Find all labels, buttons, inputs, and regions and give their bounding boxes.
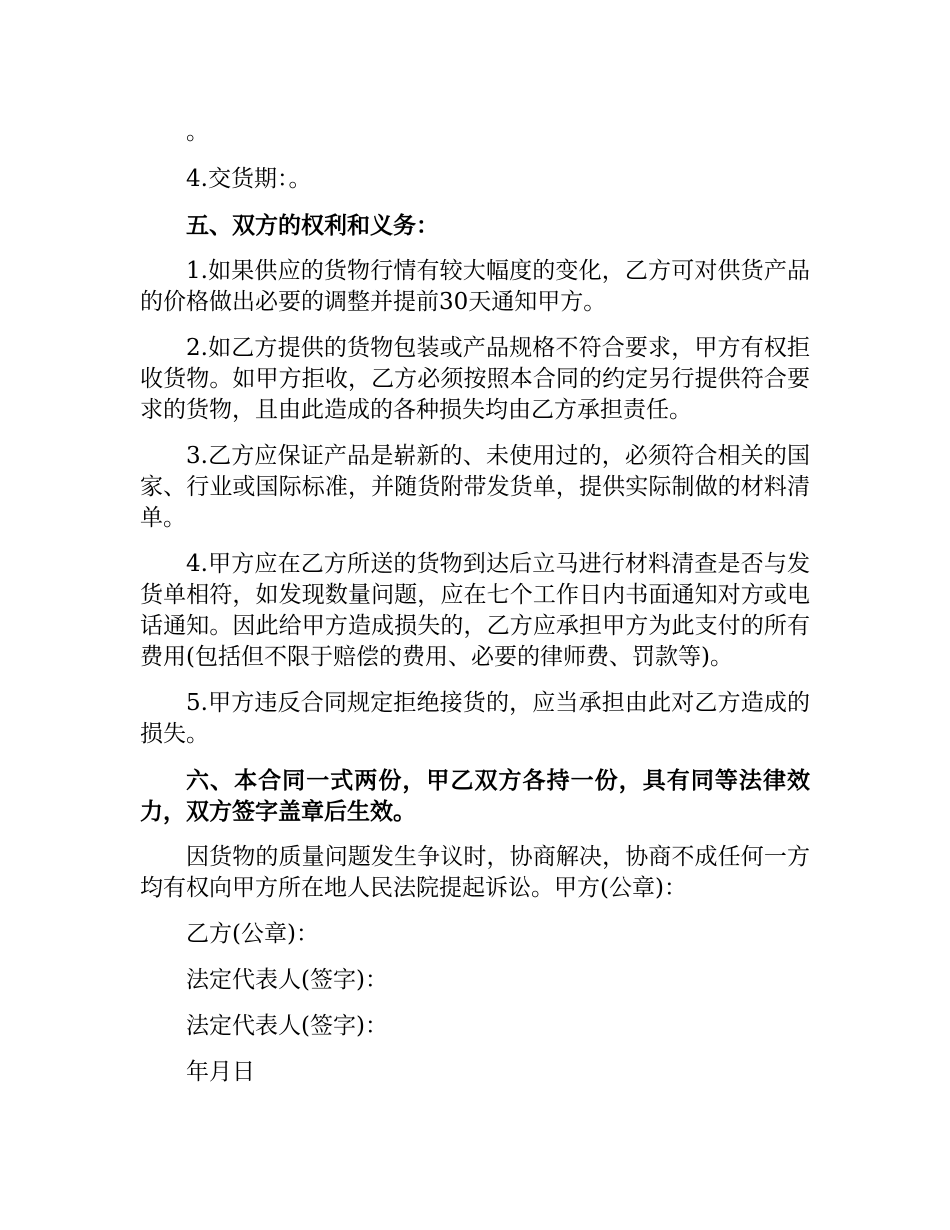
clause-price-adjustment: 1.如果供应的货物行情有较大幅度的变化，乙方可对供货产品的价格做出必要的调整并提前30天通知甲方。 bbox=[140, 258, 810, 315]
clause-refusal-liability: 5.甲方违反合同规定拒绝接货的，应当承担由此对乙方造成的损失。 bbox=[140, 690, 810, 747]
clause-rejection-of-goods: 2.如乙方提供的货物包装或产品规格不符合要求，甲方有权拒收货物。如甲方拒收，乙方必须按照本合同的约定另行提供符合要求的货物，且由此造成的各种损失均由乙方承担责任。 bbox=[140, 335, 810, 423]
clause-product-quality: 3.乙方应保证产品是崭新的、未使用过的，必须符合相关的国家、行业或国际标准，并随货附带发货单，提供实际制做的材料清单。 bbox=[140, 443, 810, 531]
document-body bbox=[140, 117, 810, 1103]
legal-rep-signature-line-a: 法定代表人(签字)： bbox=[186, 967, 388, 993]
section-heading-copies-effect: 六、本合同一式两份，甲乙双方各持一份，具有同等法律效力，双方签字盖章后生效。 bbox=[140, 767, 810, 825]
date-line: 年月日 bbox=[186, 1059, 255, 1085]
legal-rep-signature-line-b: 法定代表人(签字)： bbox=[186, 1013, 388, 1039]
clause-inspection: 4.甲方应在乙方所送的货物到达后立马进行材料清查是否与发货单相符，如发现数量问题，应在七个工作日内书面通知对方或电话通知。因此给甲方造成损失的，乙方应承担甲方为此支付的所有费用(包括但不限于赔偿的费用、必要的律师费、罚款等)。 bbox=[140, 551, 810, 670]
delivery-period-clause: 4.交货期：。 bbox=[186, 166, 312, 192]
section-heading-rights-obligations: 五、双方的权利和义务： bbox=[186, 212, 439, 239]
paragraph-fragment: 。 bbox=[186, 119, 209, 145]
clause-dispute-resolution: 因货物的质量问题发生争议时，协商解决，协商不成任何一方均有权向甲方所在地人民法院提起诉讼。甲方(公章)： bbox=[140, 844, 810, 901]
party-b-seal-line: 乙方(公章)： bbox=[186, 921, 319, 947]
